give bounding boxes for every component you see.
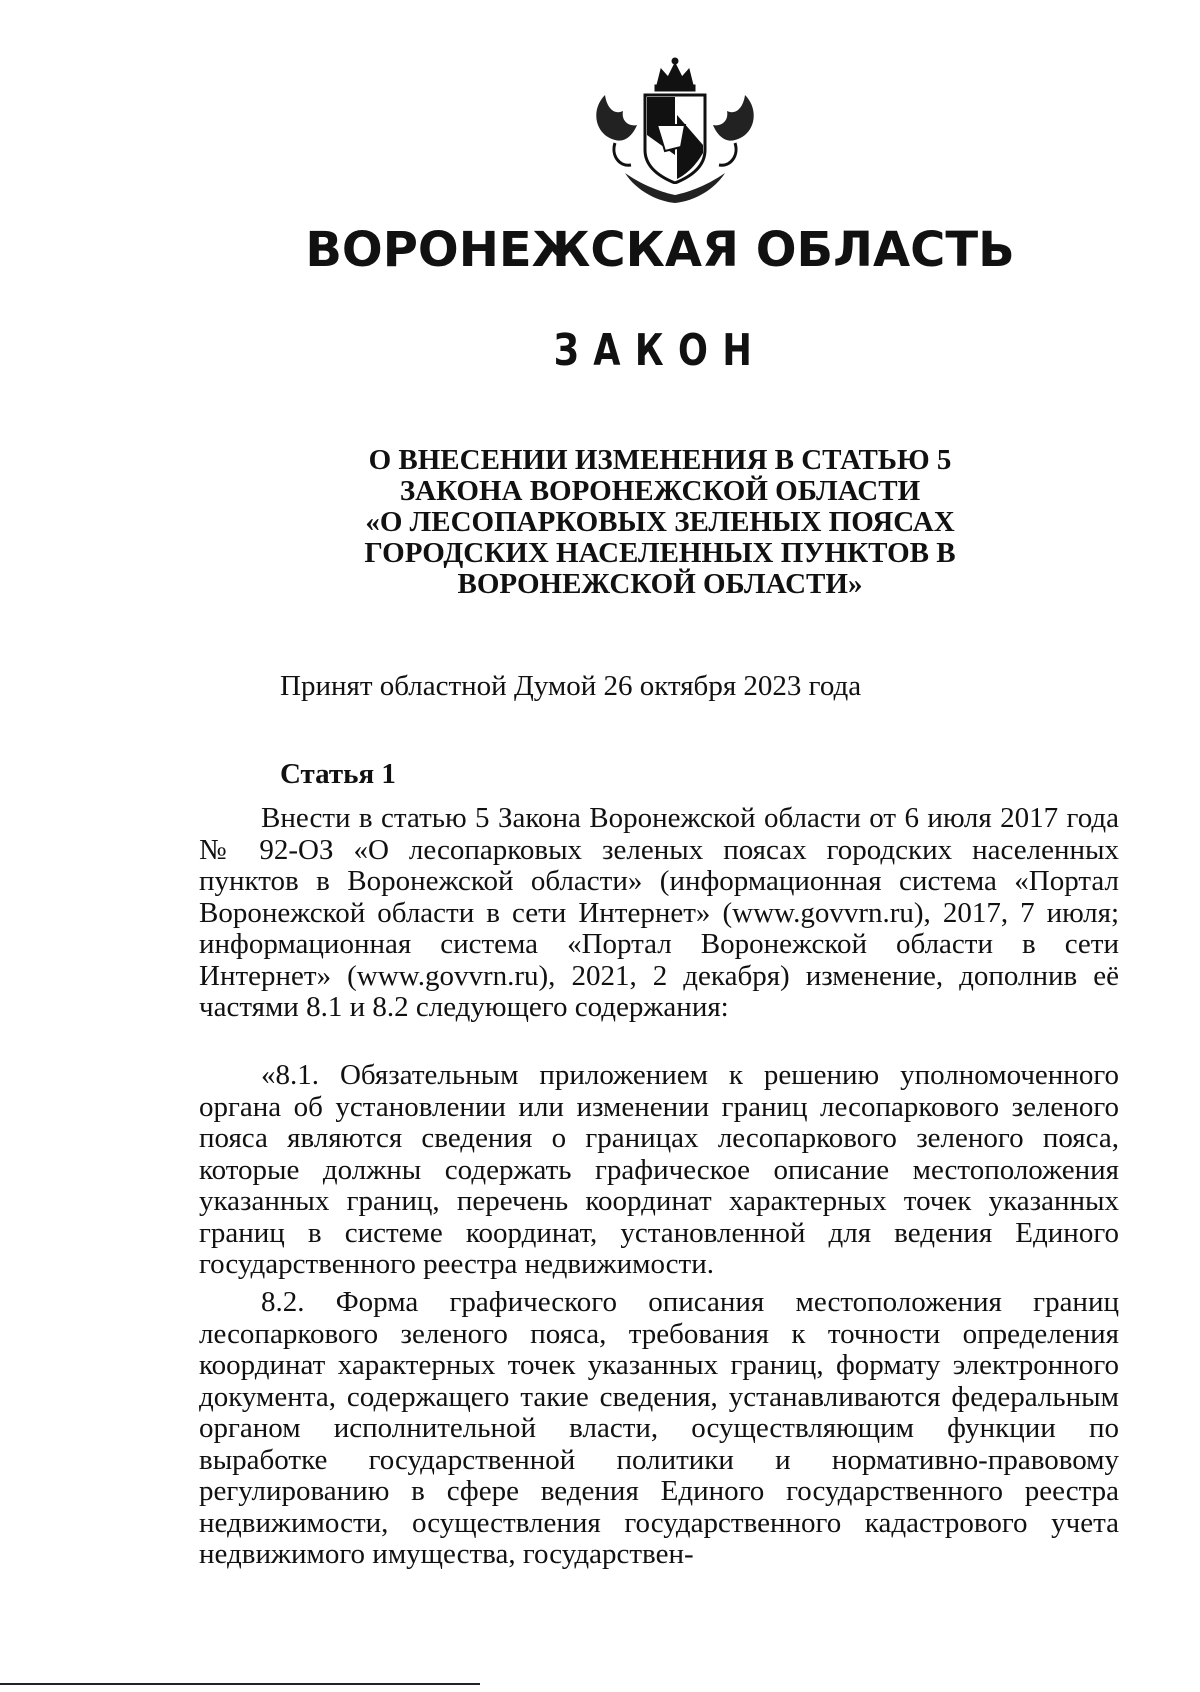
region-title: ВОРОНЕЖСКАЯ ОБЛАСТЬ (305, 222, 1015, 278)
law-heading-line: ГОРОДСКИХ НАСЕЛЕННЫХ ПУНКТОВ В (364, 537, 956, 569)
law-heading-line: «О ЛЕСОПАРКОВЫХ ЗЕЛЕНЫХ ПОЯСАХ (365, 506, 955, 538)
article-title: Статья 1 (280, 758, 396, 790)
article-paragraph: Внести в статью 5 Закона Воронежской области от 6 июля 2017 года № 92-ОЗ «О лесопарковых зеленых поясах городских населенных пунктов в Воронежской области» (информационная система «Портал Воронежской области в сети Интернет» (www.govvrn.ru), 2017, 7 июля; информационная система «Портал Воронежской области в сети Интернет» (www.govvrn.ru), 2021, 2 декабря) изменение, дополнив её частями 8.1 и 8.2 следующего содержания: (199, 802, 1119, 1023)
adoption-date: Принят областной Думой 26 октября 2023 года (280, 670, 862, 702)
article-paragraph: «8.1. Обязательным приложением к решению уполномоченного органа об установлении или изменении границ лесопаркового зеленого пояса являются сведения о границах лесопаркового зеленого пояса, которые должны содержать графическое описание местоположения указанных границ, перечень координат характерных точек указанных границ в системе координат, установленной для ведения Единого государственного реестра недвижимости. (199, 1059, 1119, 1280)
law-heading-line: ЗАКОНА ВОРОНЕЖСКОЙ ОБЛАСТИ (399, 475, 921, 507)
coat-of-arms-icon (585, 55, 765, 205)
law-heading-line: ВОРОНЕЖСКОЙ ОБЛАСТИ» (457, 568, 863, 600)
article-paragraph: 8.2. Форма графического описания местоположения границ лесопаркового зеленого пояса, требования к точности определения координат характерных точек указанных границ, формату электронного документа, содержащего такие сведения, устанавливаются федеральным органом исполнительной власти, осуществляющим функции по выработке государственной политики и нормативно-правовому регулированию в сфере ведения Единого государственного реестра недвижимости, осуществления государственного кадастрового учета недвижимого имущества, государствен- (199, 1286, 1119, 1570)
document-type-title: ЗАКОН (553, 325, 767, 376)
law-heading-line: О ВНЕСЕНИИ ИЗМЕНЕНИЯ В СТАТЬЮ 5 (368, 444, 952, 476)
bottom-rule (0, 1683, 480, 1685)
law-heading (300, 445, 1020, 600)
